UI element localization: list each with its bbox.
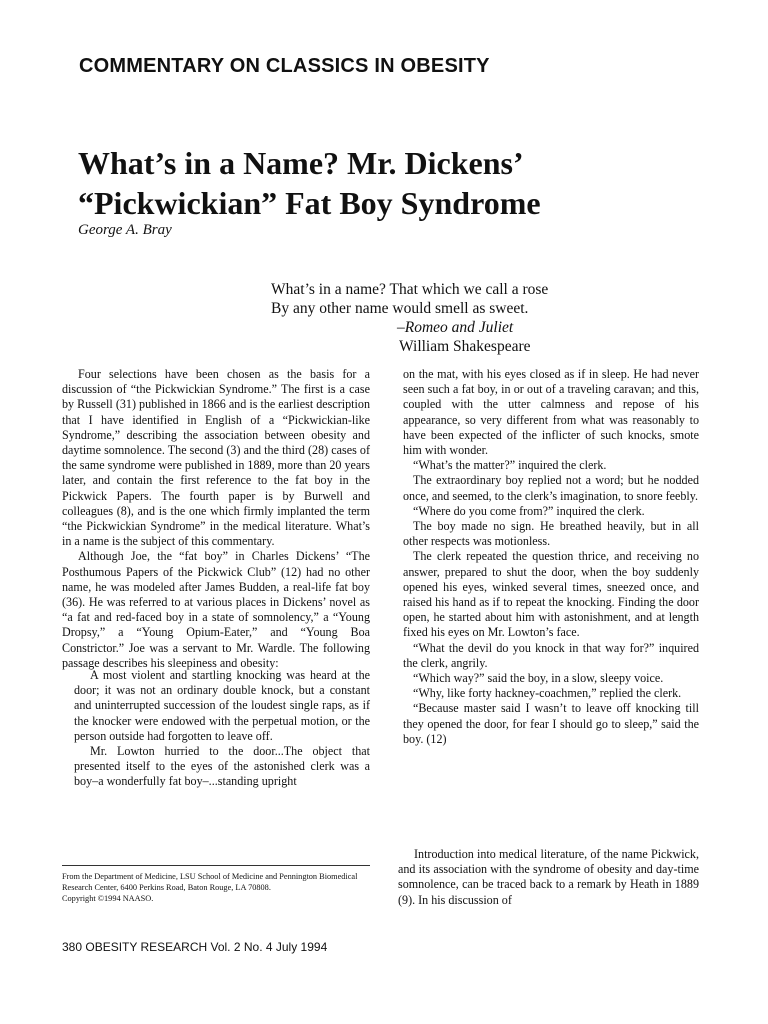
quote-paragraph: “Where do you come from?” inquired the clerk. [413, 503, 645, 518]
dickens-block-quote [74, 668, 370, 790]
quote-paragraph: “Which way?” said the boy, in a slow, sleepy voice. [413, 671, 664, 686]
epigraph-attribution-work: –Romeo and Juliet [397, 319, 514, 336]
epigraph-line-2: By any other name would smell as sweet. [271, 300, 529, 317]
quote-paragraph: Mr. Lowton hurried to the door...The object that presented itself to the eyes of the astonished clerk was a boy–a wonderfully fat boy–...standing upright [74, 744, 370, 789]
section-heading: COMMENTARY ON CLASSICS IN OBESITY [79, 55, 490, 77]
article-title-line-2: “Pickwickian” Fat Boy Syndrome [78, 185, 541, 221]
quote-paragraph: A most violent and startling knocking was heard at the door; it was not an ordinary double knock, but a constant and uninterrupted succession of the loudest single raps, as if the knocker were endowed with the perpetual motion, or the person outside had forgotten to leave off. [74, 668, 370, 743]
copyright-text: Copyright ©1994 NAASO. [62, 894, 154, 903]
page-footer: 380 OBESITY RESEARCH Vol. 2 No. 4 July 1994 [62, 940, 328, 954]
left-column-body [62, 367, 370, 671]
quote-paragraph: on the mat, with his eyes closed as if in sleep. He had never seen such a fat boy, in or out of a traveling caravan; and this, coupled with the utter calmness and repose of his appearance, so very different from what was reasonably to have been expected of the inflicter of such knocks, smote him with wonder. [403, 367, 699, 458]
article-title [78, 143, 728, 223]
right-column-body [398, 847, 699, 908]
quote-paragraph: “What the devil do you knock in that way for?” inquired the clerk, angrily. [403, 640, 699, 670]
body-paragraph: Although Joe, the “fat boy” in Charles Dickens’ “The Posthumous Papers of the Pickwick Club” (12) had no other name, he was modeled after James Budden, a real-life fat boy (36). He was referred to at various places in Dickens’ novel as “a fat and red-faced boy in a state of somnolency,” a “Young Dropsy,” a “Young Opium-Eater,” and “Young Boa Constrictor.” Joe was a servant to Mr. Wardle. The following passage describes his sleepiness and obesity: [62, 549, 370, 670]
article-title-line-1: What’s in a Name? Mr. Dickens’ [78, 145, 524, 181]
quote-paragraph: “Why, like forty hackney-coachmen,” replied the clerk. [413, 686, 682, 701]
epigraph-line-1: What’s in a name? That which we call a rose [271, 281, 549, 298]
quote-paragraph: The boy made no sign. He breathed heavily, but in all other respects was motionless. [403, 519, 699, 549]
epigraph-attribution-author: William Shakespeare [399, 338, 531, 355]
quote-paragraph: The extraordinary boy replied not a word; but he nodded once, and seemed, to the clerk’s imagination, to snore feebly. [403, 473, 699, 503]
epigraph [271, 280, 611, 356]
quote-paragraph: “What’s the matter?” inquired the clerk. [413, 458, 607, 473]
quote-paragraph: The clerk repeated the question thrice, and receiving no answer, prepared to shut the door, when the boy suddenly opened his eyes, winked several times, sneezed once, and raised his hand as if to repeat the knocking. Finding the door open, he started about him with astonishment, and at length fixed his eyes on Mr. Lowton’s face. [403, 549, 699, 640]
affiliation-footnote [62, 871, 372, 904]
footnote-divider [62, 865, 370, 866]
body-paragraph: Four selections have been chosen as the basis for a discussion of “the Pickwickian Syndrome.” The first is a case by Russell (31) published in 1866 and is the earliest description that I have identified in English of a “Pickwickian-like Syndrome,” describing the association between obesity and daytime somnolence. The second (3) and the third (28) cases of the same syndrome were published in 1889, more than 20 years later, and contain the first reference to the fat boy in the Pickwick Papers. The fourth paper is by Burwell and colleagues (8), and is the one which firmly implanted the term “the Pickwickian Syndrome” in the medical literature. What’s in a name is the subject of this commentary. [62, 367, 370, 549]
body-paragraph: Introduction into medical literature, of the name Pickwick, and its association with the syndrome of obesity and day-time somnolence, can be traced back to a remark by Heath in 1889 (9). In his discussion of [398, 847, 699, 907]
affiliation-text: From the Department of Medicine, LSU School of Medicine and Pennington Biomedical Research Center, 6400 Perkins Road, Baton Rouge, LA 70808. [62, 872, 358, 892]
right-column-quote [403, 367, 699, 747]
author-name: George A. Bray [78, 222, 172, 238]
quote-paragraph: “Because master said I wasn’t to leave off knocking till they opened the door, for fear I should go to sleep,” said the boy. (12) [403, 701, 699, 746]
